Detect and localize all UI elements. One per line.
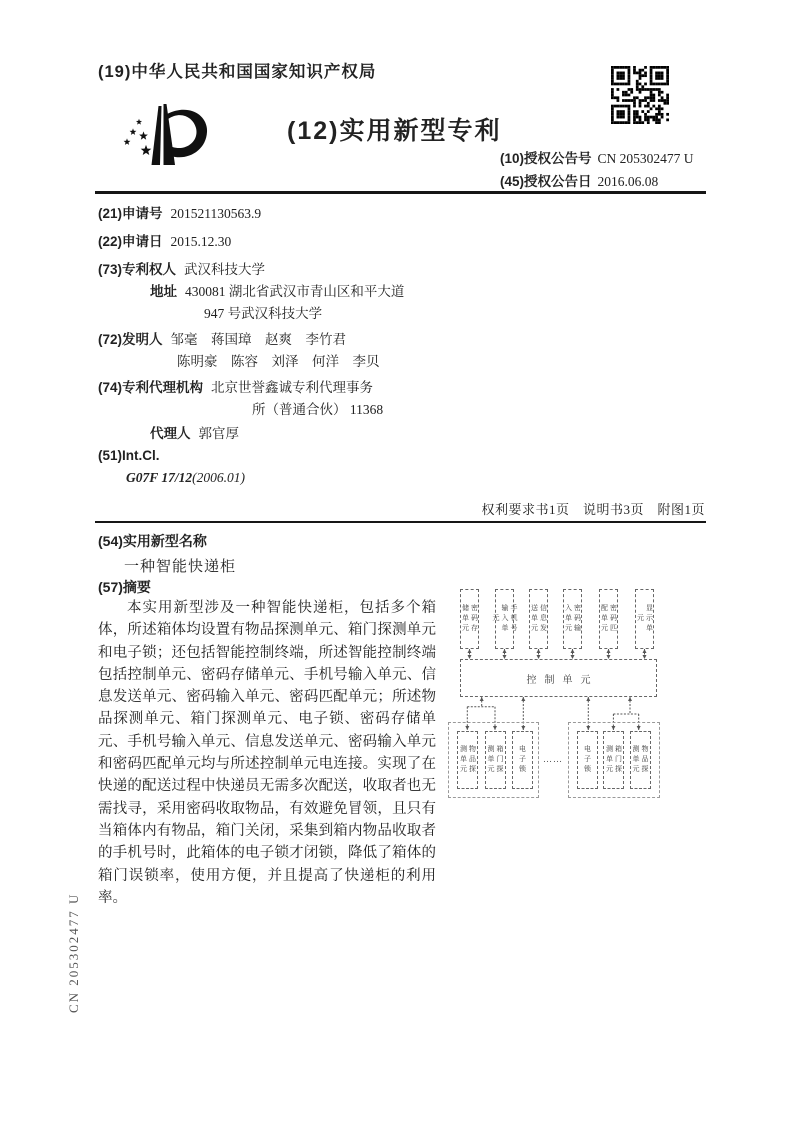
agency-line1: 北京世誉鑫诚专利代理事务 (211, 380, 374, 395)
side-publication-code: CN 205302477 U (66, 892, 81, 1013)
address-row (150, 280, 404, 300)
diagram-box-password-input-unit: 密码输入单元 (563, 589, 582, 649)
address-row-2 (204, 302, 322, 322)
diagram-box-door-detect-unit-right: 箱门探测单元 (603, 731, 624, 789)
inventors-line1: 邹毫 蒋国璋 赵爽 李竹君 (170, 332, 347, 347)
diagram-box-item-detect-unit-right: 物品探测单元 (630, 731, 651, 789)
inventors-row (98, 328, 346, 348)
diagram-ellipsis: …… (543, 754, 563, 764)
diagram-box-password-match-unit: 密码匹配单元 (599, 589, 618, 649)
diagram-box-item-detect-unit-left: 物品探测单元 (457, 731, 478, 789)
agency-row (98, 376, 373, 396)
diagram-box-door-detect-unit-left: 箱门探测单元 (485, 731, 506, 789)
issuing-office: (19)中华人民共和国国家知识产权局 (98, 63, 377, 81)
diagram-box-display-unit: 显示单元 (635, 589, 654, 649)
publication-number-row (500, 147, 694, 167)
publication-date: 2016.06.08 (597, 174, 659, 189)
application-number-row (98, 202, 261, 222)
abstract-label: (57)摘要 (98, 579, 151, 595)
intcl-code: G07F 17/12 (126, 470, 193, 485)
section-divider (95, 521, 706, 523)
patentee-label: (73)专利权人 (98, 262, 177, 277)
inventors-label: (72)发明人 (98, 332, 163, 347)
publication-date-label: (45)授权公告日 (500, 174, 592, 189)
inventors-row-2 (177, 350, 380, 370)
diagram-box-phone-input-unit: 手机号输入单元 (495, 589, 514, 649)
invention-title: 一种智能快递柜 (124, 559, 237, 575)
patentee-row (98, 258, 265, 278)
agent-label: 代理人 (150, 426, 191, 441)
diagram-box-electronic-lock-left: 电子锁 (512, 731, 533, 789)
application-number: 201521130563.9 (170, 206, 262, 221)
application-date: 2015.12.30 (170, 234, 232, 249)
invention-name-label: (54)实用新型名称 (98, 533, 207, 549)
application-date-row (98, 230, 231, 250)
agency-row-2 (252, 398, 383, 418)
figure-block-diagram (440, 582, 672, 806)
intcl-suffix: (2006.01) (192, 470, 246, 485)
application-date-label: (22)申请日 (98, 234, 163, 249)
address-line1: 430081 湖北省武汉市青山区和平大道 (185, 284, 405, 299)
patentee: 武汉科技大学 (184, 262, 266, 277)
diagram-box-password-storage-unit: 密码存储单元 (460, 589, 479, 649)
qr-code-icon (611, 66, 669, 124)
document-type-title: (12)实用新型专利 (287, 117, 502, 145)
agency-label: (74)专利代理机构 (98, 380, 204, 395)
pages-info: 权利要求书1页 说明书3页 附图1页 (481, 502, 705, 517)
inventors-line2: 陈明豪 陈容 刘泽 何洋 李贝 (177, 354, 380, 369)
intcl-row (98, 448, 168, 464)
diagram-box-message-send-unit: 信息发送单元 (529, 589, 548, 649)
diagram-box-control-unit: 控制单元 (460, 659, 657, 697)
agent-row (150, 422, 239, 442)
agency-line2: 所（普通合伙） 11368 (252, 402, 384, 417)
agent-name: 郭官厚 (198, 426, 239, 441)
publication-date-row (500, 170, 658, 190)
application-number-label: (21)申请号 (98, 206, 163, 221)
address-label: 地址 (150, 284, 177, 299)
address-line2: 947 号武汉科技大学 (204, 306, 323, 321)
publication-number: CN 205302477 U (597, 151, 694, 166)
abstract-text: 本实用新型涉及一种智能快递柜，包括多个箱体，所述箱体均设置有物品探测单元、箱门探测单元和电子锁；还包括智能控制终端，所述智能控制终端包括控制单元、密码存储单元、手机号输入单元、信息发送单元、密码输入单元、密码匹配单元；所述物品探测单元、箱门探测单元、电子锁、密码存储单元、手机号输入单元、信息发送单元、密码输入单元和密码匹配单元均与所述控制单元电连接。实现了在快递的配送过程中快递员无需多次配送，收取者也无需找寻，采用密码收取物品，有效避免冒领，且只有当箱体内有物品，箱门关闭，采集到箱内物品收取者的手机号时，此箱体的电子锁才闭锁，降低了箱体的箱门误锁率，使用方便，并且提高了快递柜的利用率。 (98, 600, 436, 906)
cnipa-logo-icon (115, 98, 213, 186)
diagram-box-electronic-lock-right: 电子锁 (577, 731, 598, 789)
publication-number-label: (10)授权公告号 (500, 151, 592, 166)
header-divider (95, 191, 706, 194)
intcl-label: (51)Int.Cl. (98, 448, 160, 463)
intcl-value-row (126, 470, 245, 486)
